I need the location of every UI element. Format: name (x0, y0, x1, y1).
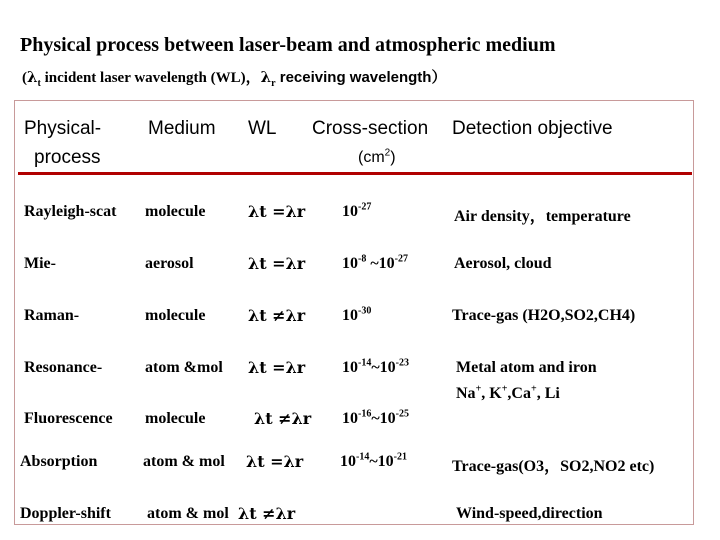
subscript-r: r (271, 78, 276, 89)
row-process: Resonance- (24, 359, 103, 376)
row-medium: atom &mol (145, 359, 223, 376)
row-medium: aerosol (145, 255, 194, 272)
row-medium: molecule (145, 307, 206, 324)
subtitle (22, 66, 446, 87)
row-objective: Trace-gas(O3，SO2,NO2 etc) (452, 458, 655, 475)
header-cross-unit: $(cm^2)$ (358, 147, 396, 166)
row-process: Mie- (24, 255, 56, 272)
row-process: Absorption (20, 453, 98, 470)
row-wl: λt ≠λr (248, 306, 306, 325)
row-cross-section: $10^{-16}\sim 10^{-25}$ (342, 408, 410, 427)
header-medium: Medium (148, 118, 216, 139)
row-process: Fluorescence (24, 410, 113, 427)
row-objective: Wind-speed,direction (456, 505, 603, 522)
page-title: Physical process between laser-beam and atmospheric medium (20, 34, 556, 56)
header-cross-section: Cross-section (312, 118, 429, 139)
header-detection: Detection objective (452, 118, 613, 139)
row-objective: Air density，temperature (454, 208, 631, 225)
row-process: Raman- (24, 307, 80, 324)
row-cross-section: $10^{-14}\sim 10^{-21}$ (340, 451, 408, 470)
row-objective: Trace-gas (H2O,SO2,CH4) (452, 307, 636, 324)
row-wl: λt =λr (248, 202, 306, 221)
header-process-line1: Physical- (24, 118, 102, 139)
row-medium: molecule (145, 203, 206, 220)
row-medium: atom & mol (143, 453, 225, 470)
header-wl: WL (248, 118, 277, 139)
lambda-symbol: λ (27, 68, 38, 86)
header-process-line2: process (34, 147, 101, 168)
row-cross-section: $10^{-14}\sim 10^{-23}$ (342, 357, 410, 376)
row-objective-ions: Na+, K+,Ca+, Li (456, 383, 560, 402)
row-process: Rayleigh-scat (24, 203, 117, 220)
row-objective: Metal atom and iron (456, 359, 597, 376)
row-medium: molecule (145, 410, 206, 427)
row-wl: λt =λr (246, 452, 304, 471)
row-wl: λt =λr (248, 254, 306, 273)
header-divider (18, 172, 692, 175)
row-wl: λt ≠λr (238, 504, 296, 523)
row-process: Doppler-shift (20, 505, 111, 522)
row-wl: λt ≠λr (254, 409, 312, 428)
row-medium: atom & mol (147, 505, 229, 522)
row-wl: λt =λr (248, 358, 306, 377)
subtitle-part2: receiving wavelength） (275, 69, 447, 86)
subscript-t: t (37, 78, 41, 89)
subtitle-part1: incident laser wavelength (WL)， (40, 70, 261, 86)
row-cross-section: $10^{-8}$ $\sim 10^{-27}$ (342, 253, 409, 272)
subtitle-open: ( (22, 70, 27, 86)
row-cross-section: $10^{-27}$ (342, 201, 372, 220)
row-objective: Aerosol, cloud (454, 255, 552, 272)
row-cross-section: $10^{-30}$ (342, 305, 372, 324)
lambda-symbol-2: λ (260, 68, 272, 86)
